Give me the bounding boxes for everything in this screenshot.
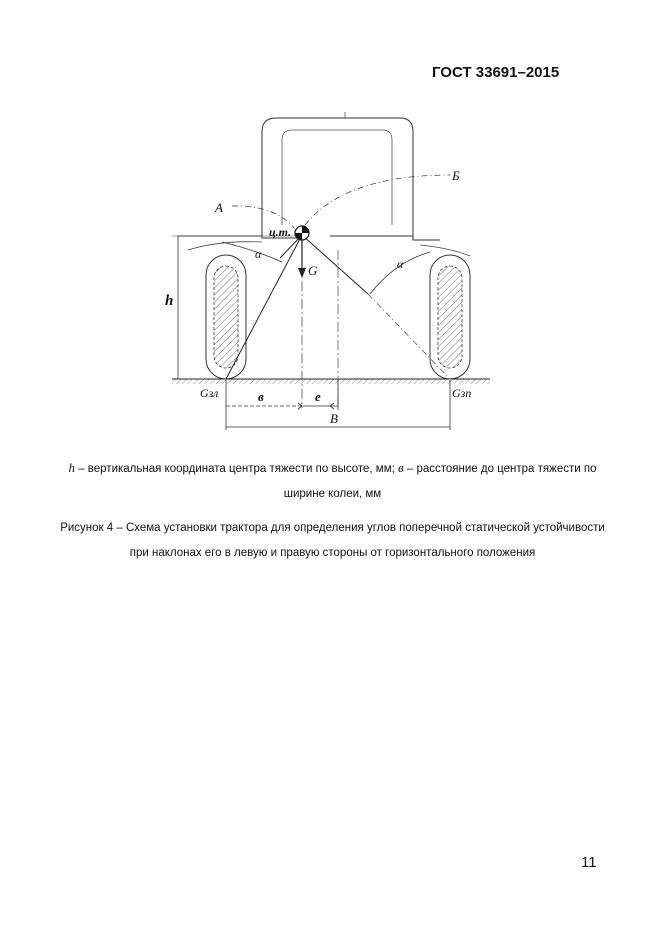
legend-h-symbol: h — [68, 460, 75, 475]
left-angle-arc — [222, 242, 282, 262]
arc-B — [305, 175, 450, 225]
label-G-left: Gзл — [200, 386, 219, 400]
figure-caption: Рисунок 4 – Схема установки трактора для определения углов поперечной статической устойчивости при наклонах его в левую и правую стороны от горизонтального положения — [60, 522, 605, 559]
label-G-right: Gзп — [452, 386, 472, 400]
legend-h-text: – вертикальная координата центра тяжести по высоте, мм; — [75, 463, 399, 475]
label-B-arc: Б — [452, 168, 460, 183]
label-h: h — [165, 293, 174, 309]
document-standard-header: ГОСТ 33691–2015 — [432, 64, 560, 81]
legend-v-symbol: в — [398, 460, 404, 475]
tractor-cab — [262, 118, 413, 238]
tractor-stability-diagram — [0, 0, 661, 440]
label-alpha-left: α — [255, 247, 262, 261]
label-e: е — [315, 389, 321, 404]
page-number: 11 — [581, 854, 597, 871]
label-G: G — [308, 263, 318, 278]
right-wheel-hatch — [438, 266, 462, 368]
label-B: B — [330, 411, 338, 426]
label-v: в — [258, 389, 264, 404]
label-cg: ц.т. — [269, 225, 292, 239]
figure-legend — [60, 455, 605, 507]
left-wheel-hatch — [214, 266, 238, 368]
right-fender — [420, 245, 470, 256]
center-of-gravity-icon — [295, 226, 309, 240]
cab-window — [282, 130, 392, 225]
label-alpha-right: α — [397, 257, 404, 271]
legend-v-text: – расстояние до центра тяжести по ширине колеи, мм — [283, 463, 597, 500]
ground-hatch — [172, 379, 490, 384]
label-A: А — [215, 200, 223, 215]
